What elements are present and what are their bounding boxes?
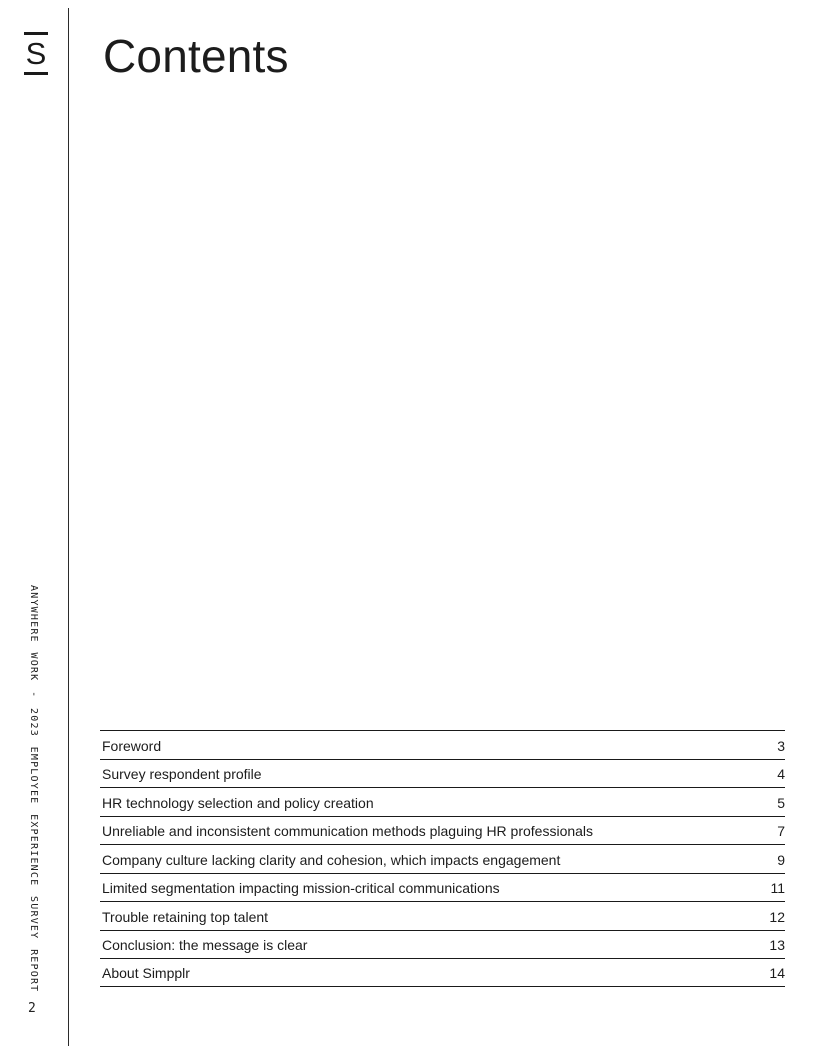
toc-entry-page: 7 (777, 823, 785, 840)
toc-entry-title: Limited segmentation impacting mission-critical communications (102, 880, 500, 897)
toc-entry-title: Survey respondent profile (102, 766, 262, 783)
logo-letter: S (25, 36, 47, 71)
toc-entry[interactable] (100, 844, 785, 873)
toc-entry-page: 14 (769, 965, 785, 982)
toc-entry-page: 4 (777, 766, 785, 783)
toc-entry-title: Company culture lacking clarity and cohesion, which impacts engagement (102, 851, 561, 868)
toc-entry-title: HR technology selection and policy creation (102, 794, 374, 811)
page-title: Contents (103, 30, 289, 82)
toc-entry-page: 3 (777, 737, 785, 754)
toc-entry[interactable] (100, 873, 785, 902)
toc-entry-page: 13 (769, 937, 785, 954)
toc-entry[interactable] (100, 958, 785, 987)
toc-entry-title: About Simpplr (102, 965, 190, 982)
simpplr-logo (24, 32, 48, 75)
toc-entry-page: 9 (777, 851, 785, 868)
spine-report-label: ANYWHERE WORK - 2023 EMPLOYEE EXPERIENCE SURVEY REPORT (28, 585, 39, 993)
toc-entry-page: 11 (770, 880, 785, 897)
toc-entry[interactable] (100, 759, 785, 788)
vertical-divider (68, 8, 69, 1046)
toc-entry[interactable] (100, 787, 785, 816)
page-number: 2 (28, 1001, 36, 1016)
toc-entry[interactable] (100, 730, 785, 759)
toc-entry[interactable] (100, 901, 785, 930)
toc-entry-title: Unreliable and inconsistent communication methods plaguing HR professionals (102, 823, 594, 840)
toc-entry-page: 5 (777, 794, 785, 811)
toc-entry-page: 12 (769, 908, 785, 925)
toc-entry[interactable] (100, 816, 785, 845)
toc-entry-title: Conclusion: the message is clear (102, 937, 308, 954)
toc-entry[interactable] (100, 930, 785, 959)
table-of-contents (100, 730, 785, 987)
toc-entry-title: Foreword (102, 737, 162, 754)
toc-entry-title: Trouble retaining top talent (102, 908, 269, 925)
